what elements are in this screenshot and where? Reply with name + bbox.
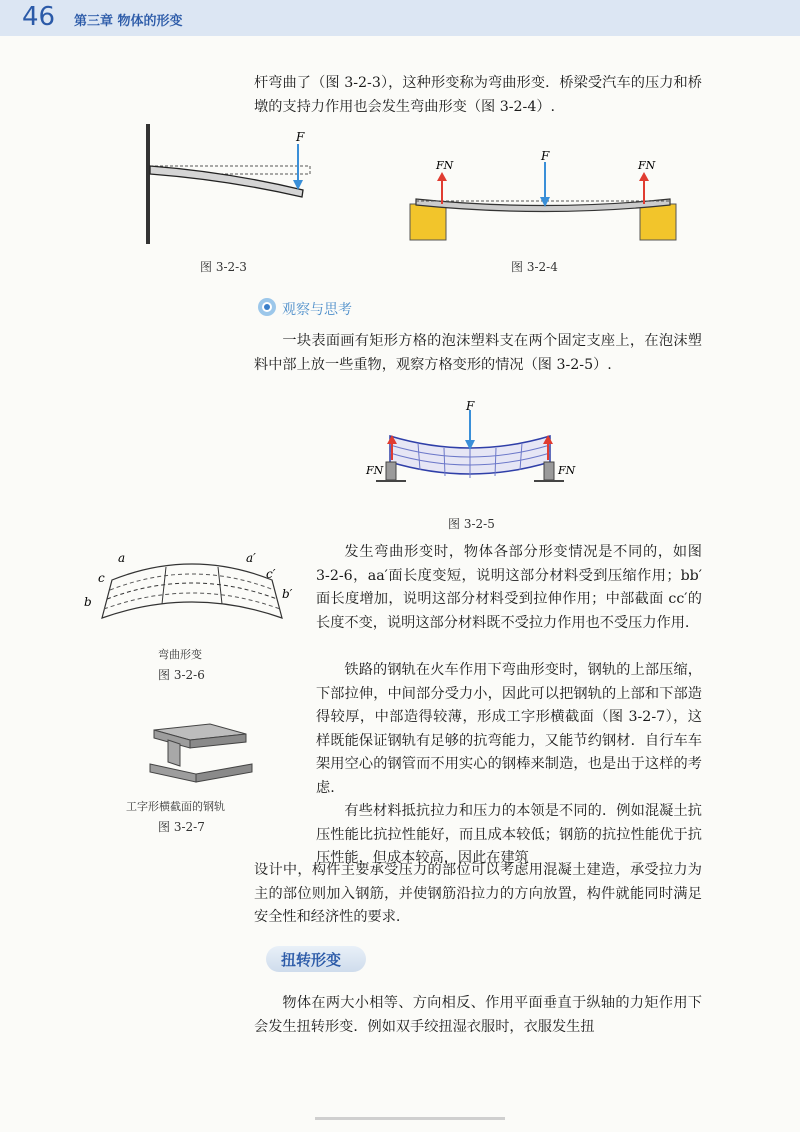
label-c: c: [98, 571, 105, 585]
paragraph-torsion: 物体在两大小相等、方向相反、作用平面垂直于纵轴的力矩作用下会发生扭转形变．例如双手绞扭湿衣服时，衣服发生扭: [254, 995, 702, 1035]
neutral-line: [107, 583, 277, 599]
force-label: F: [466, 400, 475, 413]
page-footer-line: [315, 1117, 505, 1120]
figure-3-2-7-title: 工字形横截面的钢轨: [126, 800, 225, 813]
label-a-prime: a′: [246, 551, 256, 565]
page-number: 46: [22, 2, 56, 32]
pier-left: [410, 204, 446, 240]
paragraph-bending-intro: 杆弯曲了（图 3-2-3），这种形变称为弯曲形变．桥梁受汽车的压力和桥墩的支持力作用也会发生弯曲形变（图 3-2-4）.: [254, 75, 702, 115]
support-right: [544, 462, 554, 480]
label-b: b: [84, 595, 92, 609]
page-header: [0, 0, 800, 36]
wall: [146, 124, 150, 244]
observe-icon: [256, 296, 278, 318]
support-label-left: FN: [436, 159, 454, 172]
bent-block: [102, 564, 282, 618]
caption-3-2-6: 图 3-2-6: [158, 668, 205, 682]
section-title-torsion: 扭转形变: [281, 951, 342, 969]
support-left: [386, 462, 396, 480]
force-label: F: [296, 130, 305, 144]
paragraph-rail: 铁路的钢轨在火车作用下弯曲形变时，钢轨的上部压缩，下部拉伸，中间部分受力小，因此可以把钢轨的上部和下部造得较厚，中部造得较薄，形成工字形横截面（图 3-2-7），这样既能保证钢轨有足够的抗弯能力，又能节约钢材．自行车车架用空心的钢管而不用实心的钢棒来制造，也是出于这样的考虑.: [316, 662, 702, 796]
observe-title: 观察与思考: [282, 302, 352, 318]
support-label-right: FN: [558, 464, 576, 477]
figure-3-2-7: [140, 720, 260, 790]
figure-3-2-6-title: 弯曲形变: [158, 648, 202, 661]
figure-3-2-6: [82, 548, 302, 640]
observe-text: 一块表面画有矩形方格的泡沫塑料支在两个固定支座上，在泡沫塑料中部上放一些重物，观察方格变形的情况（图 3-2-5）.: [254, 333, 702, 373]
caption-3-2-4: 图 3-2-4: [511, 260, 558, 274]
caption-3-2-7: 图 3-2-7: [158, 820, 205, 834]
support-label-right: FN: [638, 159, 656, 172]
paragraph-materials: 有些材料抵抗拉力和压力的本领是不同的．例如混凝土抗压性能比抗拉性能好，而且成本较低；钢筋的抗拉性能优于抗压性能，但成本较高，因此在建筑: [316, 803, 702, 866]
paragraph-bending-parts: 发生弯曲形变时，物体各部分形变情况是不同的，如图 3-2-6，aa′面长度变短，说明这部分材料受到压缩作用；bb′面长度增加，说明这部分材料受到拉伸作用；中部截面 cc′的长度不变，说明这部分材料既不受拉力作用也不受压力作用.: [316, 544, 702, 631]
label-a: a: [118, 551, 126, 565]
rail-web: [168, 740, 180, 766]
label-c-prime: c′: [266, 567, 276, 581]
caption-3-2-3: 图 3-2-3: [200, 260, 247, 274]
rail-foot: [150, 764, 196, 782]
figure-3-2-3: [138, 122, 328, 252]
figure-3-2-4: [400, 148, 690, 248]
force-label: F: [541, 149, 550, 163]
caption-3-2-5: 图 3-2-5: [448, 517, 495, 531]
chapter-title: 第三章 物体的形变: [74, 14, 183, 29]
paragraph-materials-cont: 设计中，构件主要承受压力的部位可以考虑用混凝土建造，承受拉力为主的部位则加入钢筋，并使钢筋沿拉力的方向放置，构件就能同时满足安全性和经济性的要求.: [254, 862, 702, 925]
support-label-left: FN: [366, 464, 384, 477]
beam-bent: [150, 166, 303, 197]
label-b-prime: b′: [282, 587, 293, 601]
figure-3-2-5: [360, 400, 580, 500]
pier-right: [640, 204, 676, 240]
